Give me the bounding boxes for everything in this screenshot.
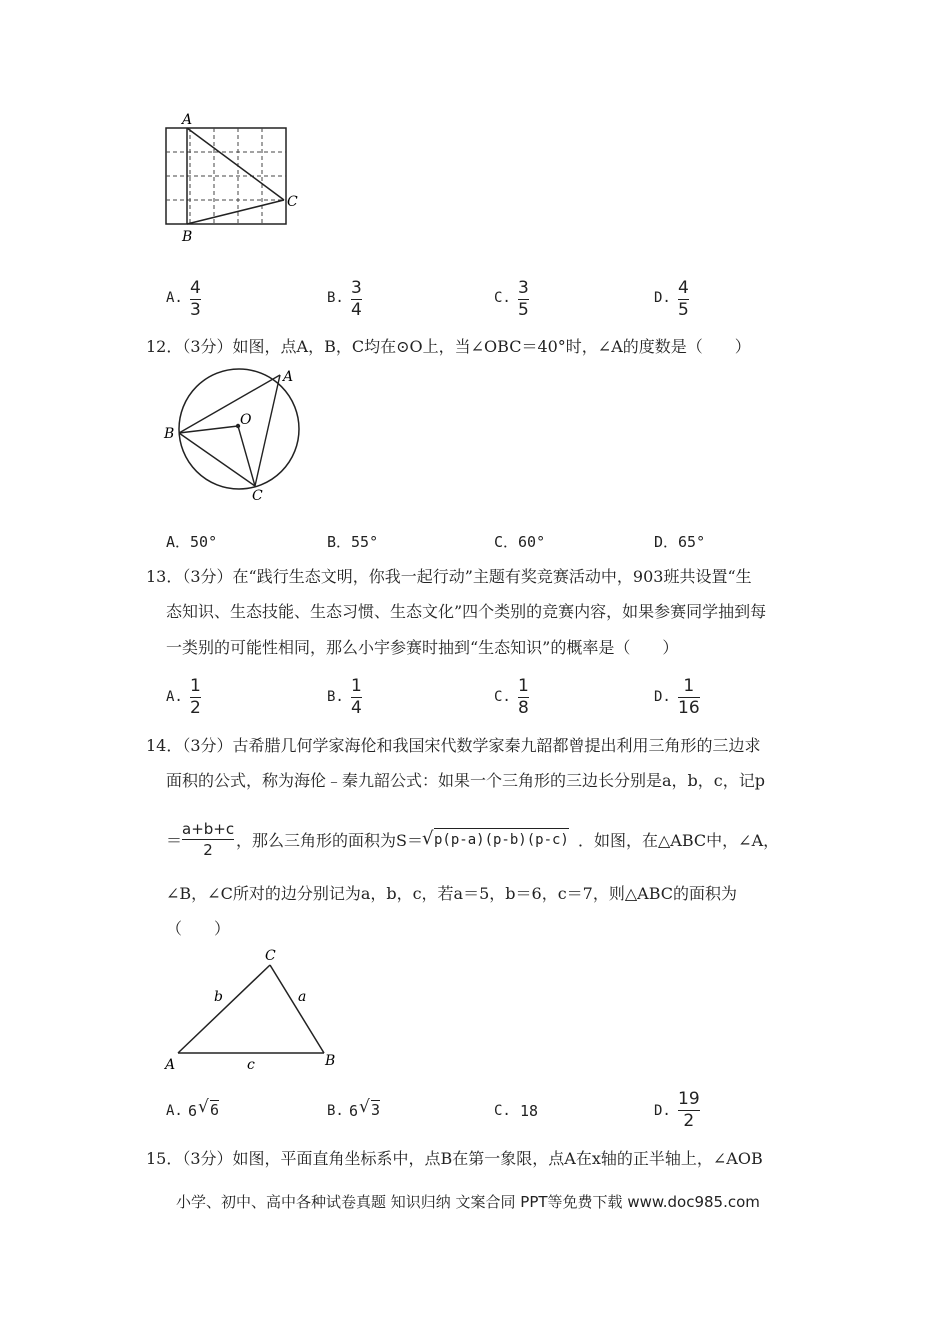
q14-option-b-radicand: 3 [371,1101,381,1119]
q11-option-c-letter: C. [494,290,511,306]
q14-option-c-value: 18 [520,1102,539,1120]
q11-label-b: B [182,229,193,245]
q11-option-a-fraction: 4 3 [190,278,201,320]
q14-radicand: p(p-a)(p-b)(p-c) [434,828,569,850]
q13-stem-line3: 一类别的可能性相同，那么小宇参赛时抽到“生态知识”的概率是（ ） [166,638,679,657]
q14-option-b-coef: 6 [349,1102,359,1120]
q13-option-a-letter: A. [166,689,183,705]
q14-label-c-vertex: C [265,948,276,964]
q14-stem-line3 [166,820,806,866]
q14-option-a-sqrt-icon: √ [198,1097,209,1117]
q11-option-b-fraction: 3 4 [351,278,362,320]
q14-option-d-letter: D. [654,1103,671,1119]
q14-stem-line1: 14．（3分）古希腊几何学家海伦和我国宋代数学家秦九韶都曾提出利用三角形的三边求 [146,736,761,755]
q14-option-a-letter: A. [166,1103,183,1119]
q13-option-a-fraction: 1 2 [190,676,201,718]
q11-label-a: A [182,112,193,128]
q14-label-a-vertex: A [165,1057,176,1073]
q13-option-b-fraction: 1 4 [351,676,362,718]
q11-label-c: C [287,194,298,210]
q12-circle-figure [160,362,310,504]
q14-option-d-fraction: 19 2 [678,1089,700,1131]
q11-option-b-letter: B. [327,290,344,306]
q13-option-c-fraction: 1 8 [518,676,529,718]
q13-option-c-letter: C. [494,689,511,705]
q13-option-d-fraction: 1 16 [678,676,700,718]
q14-label-b-vertex: B [325,1053,336,1069]
q13-option-d-letter: D. [654,689,671,705]
q14-option-b-sqrt-icon: √ [359,1097,370,1117]
q12-option-c: C．60° [494,533,546,551]
q12-label-o: O [240,412,252,428]
q14-stem-line5: （ ） [166,919,231,938]
q14-stem-line2: 面积的公式，称为海伦﹣秦九韶公式：如果一个三角形的三边长分别是a，b，c，记p [166,771,765,790]
q11-option-d-letter: D. [654,290,671,306]
q12-option-a: A．50° [166,533,218,551]
q14-label-side-c: c [247,1057,255,1073]
q12-stem: 12．（3分）如图，点A，B，C均在⊙O上，当∠OBC＝40°时，∠A的度数是（ ） [146,337,751,356]
q11-option-c-fraction: 3 5 [518,278,529,320]
q14-option-a-radicand: 6 [210,1101,220,1119]
q12-label-c: C [252,488,263,504]
q14-stem-line3-end: ．如图，在△ABC中，∠A， [578,831,780,850]
q12-label-b: B [164,426,175,442]
q15-stem: 15．（3分）如图，平面直角坐标系中，点B在第一象限，点A在x轴的正半轴上，∠AOB [146,1149,763,1168]
q11-option-d-fraction: 4 5 [678,278,689,320]
q13-stem-line1: 13．（3分）在“践行生态文明，你我一起行动”主题有奖竞赛活动中，903班共设置“生 [146,567,752,586]
q14-option-b-letter: B. [327,1103,344,1119]
q14-p-denominator: 2 [203,841,213,859]
q14-equals: ＝ [166,831,183,850]
q14-sqrt-symbol: √ [422,828,434,849]
page-footer: 小学、初中、高中各种试卷真题 知识归纳 文案合同 PPT等免费下载 www.doc985.com [176,1193,760,1211]
q13-stem-line2: 态知识、生态技能、生态习惯、生态文化”四个类别的竞赛内容，如果参赛同学抽到每 [166,602,767,621]
q14-area-formula-lead: ，那么三角形的面积为S＝ [236,831,423,850]
q14-option-a-coef: 6 [188,1102,198,1120]
q12-label-a: A [283,369,294,385]
q14-label-side-a: a [298,989,307,1005]
q14-p-fraction [182,820,234,859]
q14-label-side-b: b [214,989,223,1005]
q14-stem-line4: ∠B，∠C所对的边分别记为a，b，c，若a＝5，b＝6，c＝7，则△ABC的面积为 [166,884,737,903]
q14-p-numerator: a+b+c [182,820,235,838]
q12-option-d: D．65° [654,533,706,551]
q14-option-c-letter: C. [494,1103,511,1119]
q11-option-a-letter: A. [166,290,183,306]
q12-option-b: B．55° [327,533,379,551]
q14-triangle-figure [160,945,350,1075]
q11-grid-figure [160,110,310,245]
q13-option-b-letter: B. [327,689,344,705]
